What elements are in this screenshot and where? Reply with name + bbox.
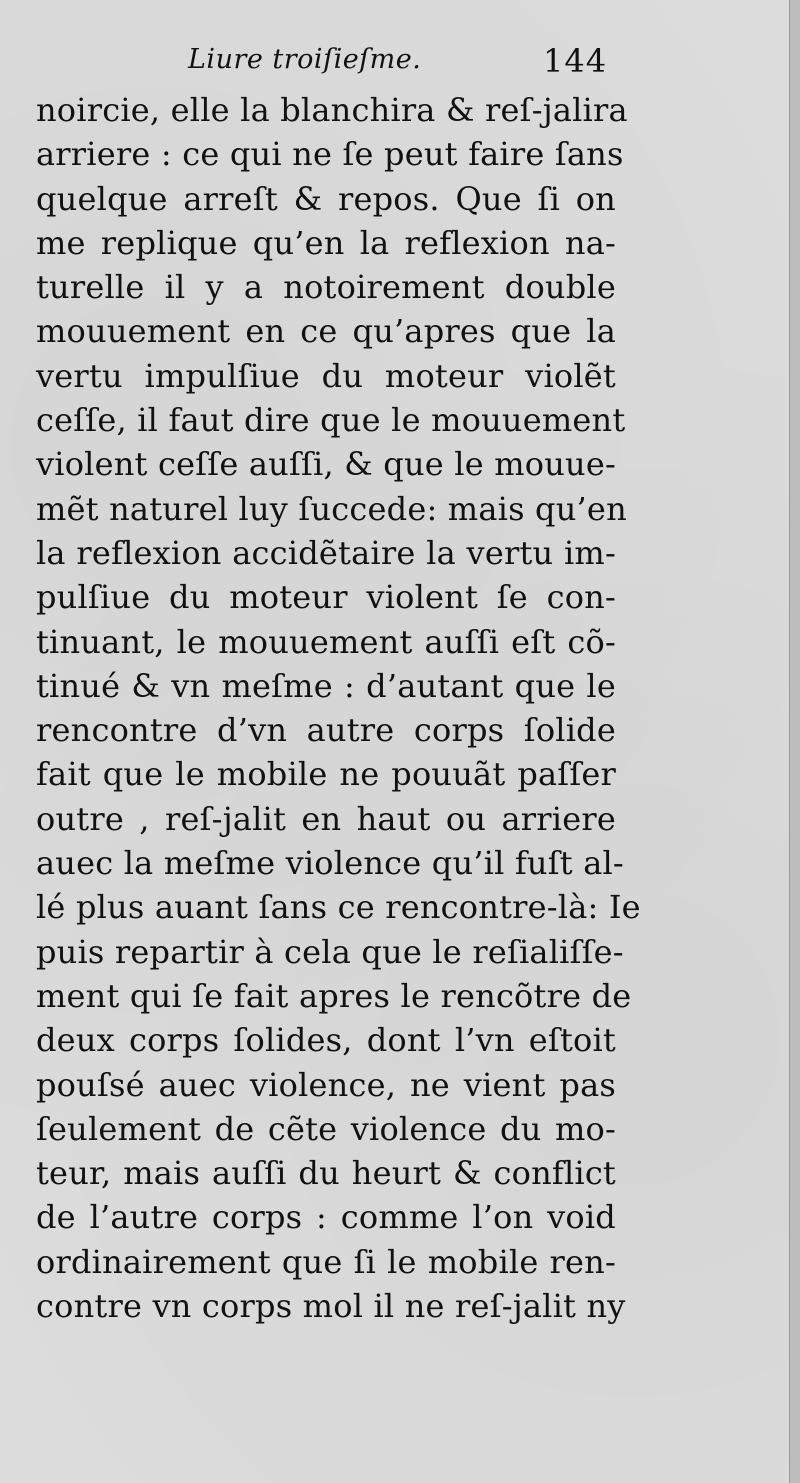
text-line: contre vn corps mol il ne reſ-jalit ny [36, 1287, 626, 1326]
text-line: ſeulement de cẽte violence du mo- [36, 1109, 616, 1148]
text-line: ceſſe, il faut dire que le mouuement [36, 401, 626, 440]
text-line: mẽt naturel luy ſuccede: mais qu’en [36, 489, 627, 528]
text-line: vertu impulſiue du moteur violẽt [36, 356, 616, 395]
text-line: auec la meſme violence qu’il fuſt al- [36, 844, 624, 883]
text-line: lé plus auant ſans ce rencontre-là: Ie [36, 888, 641, 927]
body-text [36, 88, 641, 1328]
text-line: tinuant, le mouuement auſſi eſt cõ- [36, 622, 616, 661]
text-line: pouſsé auec violence, ne vient pas [36, 1065, 616, 1104]
text-line: turelle il y a notoirement double [36, 268, 616, 307]
text-line: la reflexion accidẽtaire la vertu im- [36, 533, 616, 572]
text-line: ordinairement que ſi le mobile ren- [36, 1242, 616, 1281]
text-line: tinué & vn meſme : d’autant que le [36, 666, 616, 705]
text-line: pulſiue du moteur violent ſe con- [36, 578, 616, 617]
text-line: me replique qu’en la reflexion na- [36, 223, 616, 262]
running-head: Liure troiſieſme. [188, 44, 422, 75]
text-line: noircie, elle la blanchira & reſ-jalira [36, 91, 628, 129]
text-line: outre , reſ-jalit en haut ou arriere [36, 799, 616, 838]
text-line: quelque arreſt & repos. Que ſi on [36, 179, 616, 218]
text-line: puis repartir à cela que le reſialiſſe- [36, 932, 624, 971]
text-line: arriere : ce qui ne ſe peut faire ſans [36, 135, 624, 174]
page-number: 144 [543, 42, 608, 80]
page-edge [789, 0, 800, 1483]
text-line: mouuement en ce qu’apres que la [36, 312, 616, 351]
text-line: rencontre d’vn autre corps ſolide [36, 711, 616, 750]
text-line: fait que le mobile ne pouuãt paſſer [36, 755, 616, 794]
text-line: teur, mais auſſi du heurt & conflict [36, 1154, 616, 1193]
text-line: violent ceſſe auſſi, & que le mouue- [36, 445, 616, 484]
text-line: ment qui ſe fait apres le rencõtre de [36, 976, 632, 1015]
text-line: de l’autre corps : comme l’on void [36, 1198, 616, 1237]
text-line: deux corps ſolides, dont l’vn eſtoit [36, 1021, 616, 1060]
